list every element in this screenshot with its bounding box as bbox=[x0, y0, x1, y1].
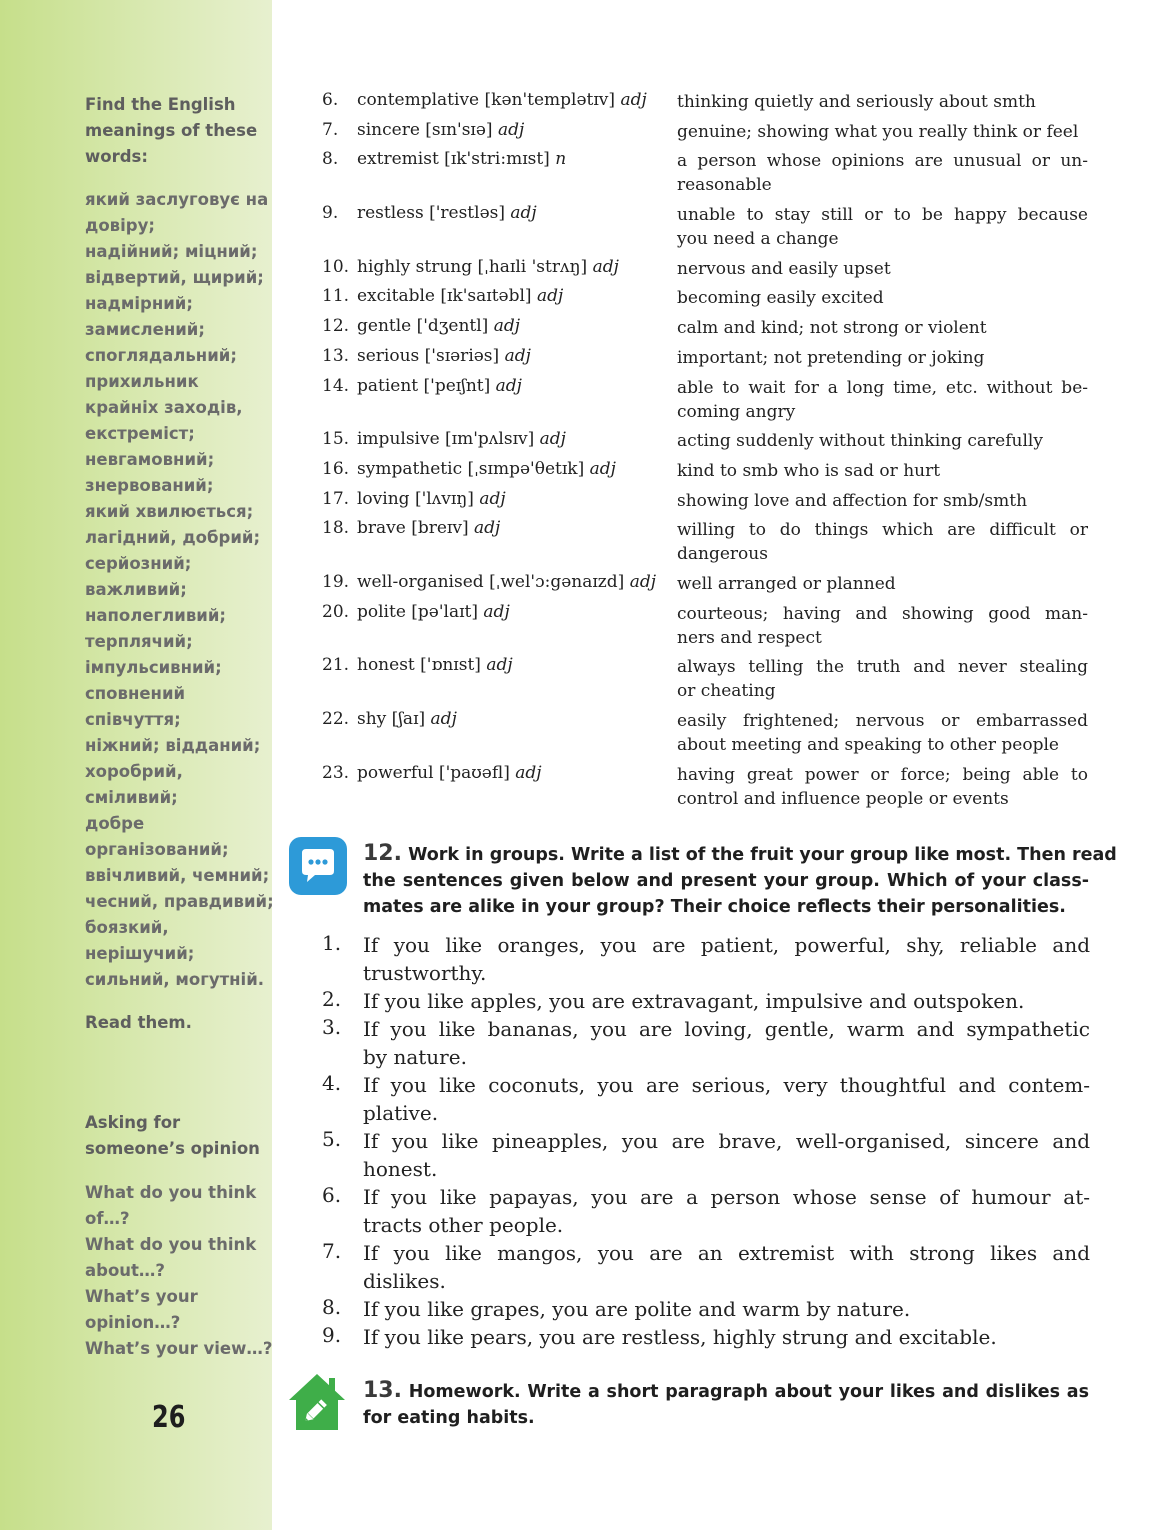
vocab-row bbox=[322, 376, 1092, 430]
task-text: Work in groups. Write a list of the fruit your group like most. Then read bbox=[408, 845, 1117, 865]
definition-line: or cheating bbox=[677, 681, 776, 702]
vocab-part-of-speech: adj bbox=[486, 655, 513, 676]
vocab-headword: restless ['restləs] bbox=[357, 203, 505, 224]
ukrainian-word: відвертий, щирий; bbox=[85, 268, 264, 287]
read-them-label: Read them. bbox=[85, 1013, 192, 1032]
ukrainian-word: ввічливий, чемний; bbox=[85, 866, 270, 885]
vocab-number: 10. bbox=[322, 256, 350, 277]
vocab-row bbox=[322, 257, 1092, 287]
vocab-part-of-speech: adj bbox=[430, 709, 457, 729]
vocab-definition bbox=[677, 257, 1088, 281]
list-item-number: 2. bbox=[322, 987, 342, 1011]
definition-line: willing to do things which are difficult or bbox=[677, 520, 1088, 541]
vocab-part-of-speech: adj bbox=[515, 762, 542, 783]
list-item-number: 9. bbox=[322, 1323, 342, 1347]
list-item-line: If you like oranges, you are patient, powerful, shy, reliable and bbox=[363, 933, 1090, 957]
ukrainian-word: сильний, могутній. bbox=[85, 970, 265, 989]
vocab-word bbox=[357, 203, 537, 223]
vocab-part-of-speech: adj bbox=[539, 429, 566, 450]
task-line bbox=[363, 1378, 1089, 1405]
vocab-row bbox=[322, 489, 1092, 519]
vocab-definition bbox=[677, 518, 1088, 566]
opinion-heading bbox=[85, 1110, 265, 1162]
vocab-row bbox=[322, 602, 1092, 656]
vocab-number: 14. bbox=[322, 375, 350, 396]
list-item bbox=[322, 1071, 1090, 1127]
ukrainian-word: лагідний, добрий; bbox=[85, 528, 261, 547]
vocab-headword: highly strung [ˌhaɪli 'strʌŋ] bbox=[357, 256, 588, 277]
vocab-headword: loving ['lʌvɪŋ] bbox=[357, 488, 474, 509]
definition-line: nervous and easily upset bbox=[677, 258, 891, 279]
vocab-headword: impulsive [ɪm'pʌlsɪv] bbox=[357, 429, 535, 450]
ukrainian-word: серйозний; bbox=[85, 554, 192, 573]
ukrainian-word: екстреміст; bbox=[85, 424, 195, 443]
definition-line: a person whose opinions are unusual or un- bbox=[677, 151, 1088, 172]
definition-line: you need a change bbox=[677, 229, 839, 250]
vocab-number: 6. bbox=[322, 90, 339, 110]
definition-line: acting suddenly without thinking carefully bbox=[677, 431, 1043, 452]
vocab-heading-line: words: bbox=[85, 147, 148, 166]
ukrainian-word: терплячий; bbox=[85, 632, 193, 651]
vocab-number: 23. bbox=[322, 762, 350, 783]
list-item-text bbox=[363, 1323, 1090, 1351]
vocab-number: 15. bbox=[322, 429, 350, 450]
vocab-number: 7. bbox=[322, 119, 339, 140]
vocab-word bbox=[357, 763, 542, 783]
opinion-phrase-list bbox=[85, 1180, 273, 1362]
list-item-text bbox=[363, 1239, 1090, 1295]
vocab-number: 16. bbox=[322, 458, 350, 479]
vocab-word bbox=[357, 602, 510, 622]
page-number: 26 bbox=[152, 1400, 186, 1435]
list-item-line: If you like grapes, you are polite and warm by nature. bbox=[363, 1297, 911, 1321]
list-item bbox=[322, 1127, 1090, 1183]
vocab-headword: polite [pə'laɪt] bbox=[357, 601, 479, 622]
definition-line: well arranged or planned bbox=[677, 573, 896, 594]
list-item-line: If you like bananas, you are loving, gentle, warm and sympathetic bbox=[363, 1017, 1090, 1041]
vocab-part-of-speech: adj bbox=[629, 571, 656, 592]
vocab-definition bbox=[677, 376, 1088, 424]
task-line: for eating habits. bbox=[363, 1408, 535, 1428]
list-item bbox=[322, 1295, 1090, 1323]
list-item-line: trustworthy. bbox=[363, 961, 487, 985]
vocab-headword: excitable [ɪk'saɪtəbl] bbox=[357, 286, 532, 307]
ukrainian-word: прихильник bbox=[85, 372, 199, 391]
vocab-definition bbox=[677, 489, 1088, 513]
vocab-word bbox=[357, 376, 522, 396]
definition-line: reasonable bbox=[677, 175, 772, 196]
vocab-word bbox=[357, 572, 656, 592]
vocab-word bbox=[357, 257, 619, 277]
ukrainian-word: організований; bbox=[85, 840, 229, 859]
vocab-definition bbox=[677, 655, 1088, 703]
vocab-part-of-speech: adj bbox=[510, 203, 537, 224]
definition-line: able to wait for a long time, etc. without be- bbox=[677, 377, 1088, 398]
list-item-line: If you like pineapples, you are brave, well-organised, sincere and bbox=[363, 1129, 1090, 1153]
definition-line: about meeting and speaking to other people bbox=[677, 735, 1059, 755]
definition-line: showing love and affection for smb/smth bbox=[677, 490, 1028, 511]
opinion-heading-line: Asking for bbox=[85, 1113, 181, 1132]
vocab-word bbox=[357, 489, 506, 509]
opinion-phrase: What do you think bbox=[85, 1183, 257, 1202]
list-item bbox=[322, 1015, 1090, 1071]
opinion-phrase: What’s your bbox=[85, 1287, 198, 1306]
vocab-part-of-speech: adj bbox=[497, 119, 525, 140]
vocab-word bbox=[357, 120, 524, 140]
list-item-line: If you like apples, you are extravagant, impulsive and outspoken. bbox=[363, 989, 1025, 1013]
definition-line: having great power or force; being able to bbox=[677, 764, 1088, 785]
vocab-headword: serious ['sɪəriəs] bbox=[357, 345, 500, 366]
list-item-number: 1. bbox=[322, 931, 342, 955]
opinion-heading-line: someone’s opinion bbox=[85, 1139, 260, 1158]
vocab-headword: well-organised [ˌwel'ɔ:gənaɪzd] bbox=[357, 571, 625, 592]
definition-line: important; not pretending or joking bbox=[677, 347, 985, 368]
vocab-number: 8. bbox=[322, 149, 339, 170]
ukrainian-word: надійний; міцний; bbox=[85, 242, 258, 261]
vocab-row bbox=[322, 286, 1092, 316]
vocab-word bbox=[357, 149, 566, 169]
ukrainian-word: добре bbox=[85, 814, 145, 833]
task-line bbox=[363, 841, 1117, 868]
ukrainian-word-list bbox=[85, 187, 274, 993]
vocab-headword: sympathetic [ˌsɪmpə'θetɪk] bbox=[357, 458, 585, 479]
vocab-part-of-speech: adj bbox=[495, 375, 522, 396]
ukrainian-word: наполегливий; bbox=[85, 606, 226, 625]
vocab-definition bbox=[677, 572, 1088, 596]
list-item bbox=[322, 1323, 1090, 1351]
vocab-number: 21. bbox=[322, 655, 350, 676]
list-item-line: plative. bbox=[363, 1101, 439, 1125]
vocab-headword: extremist [ɪk'stri:mɪst] bbox=[357, 149, 550, 170]
list-item-line: If you like papayas, you are a person whose sense of humour at- bbox=[363, 1185, 1090, 1209]
vocab-definition bbox=[677, 709, 1088, 757]
list-item-text bbox=[363, 1183, 1090, 1239]
definition-line: becoming easily excited bbox=[677, 288, 884, 309]
list-item-number: 7. bbox=[322, 1239, 342, 1263]
vocab-headword: honest ['ɒnɪst] bbox=[357, 655, 481, 676]
list-item-line: If you like pears, you are restless, highly strung and excitable. bbox=[363, 1325, 997, 1349]
list-item-line: by nature. bbox=[363, 1045, 467, 1069]
vocab-heading-line: Find the English bbox=[85, 95, 236, 114]
vocab-definition bbox=[677, 149, 1088, 197]
vocab-row bbox=[322, 459, 1092, 489]
vocab-number: 11. bbox=[322, 286, 350, 307]
vocab-definition bbox=[677, 286, 1088, 310]
vocab-number: 12. bbox=[322, 316, 350, 337]
vocab-row bbox=[322, 316, 1092, 346]
vocab-heading-line: meanings of these bbox=[85, 121, 258, 140]
ukrainian-word: невгамовний; bbox=[85, 450, 215, 469]
vocab-headword: powerful ['paʊəfl] bbox=[357, 762, 510, 783]
vocabulary-list bbox=[322, 90, 1092, 816]
ukrainian-word: нерішучий; bbox=[85, 944, 195, 963]
vocab-word bbox=[357, 429, 566, 449]
list-item-line: dislikes. bbox=[363, 1269, 446, 1293]
ukrainian-word: сповнений bbox=[85, 684, 186, 703]
ukrainian-word: знервований; bbox=[85, 476, 214, 495]
task-line: mates are alike in your group? Their choice reflects their personalities. bbox=[363, 897, 1066, 917]
vocab-headword: patient ['peɪʃnt] bbox=[357, 375, 491, 396]
vocab-part-of-speech: adj bbox=[479, 488, 506, 509]
ukrainian-word: крайніх заходів, bbox=[85, 398, 243, 417]
vocab-definition bbox=[677, 459, 1088, 483]
ukrainian-word: замислений; bbox=[85, 320, 205, 339]
vocab-definition bbox=[677, 90, 1088, 114]
vocab-headword: sincere [sɪn'sɪə] bbox=[357, 119, 493, 140]
vocab-row bbox=[322, 518, 1092, 572]
definition-line: control and influence people or events bbox=[677, 788, 1009, 809]
vocab-part-of-speech: adj bbox=[592, 256, 619, 277]
list-item bbox=[322, 1239, 1090, 1295]
list-item-number: 4. bbox=[322, 1071, 342, 1095]
vocab-headword: shy [ʃaɪ] bbox=[357, 709, 426, 729]
vocab-number: 13. bbox=[322, 345, 350, 366]
ukrainian-word: сміливий; bbox=[85, 788, 178, 807]
opinion-phrase: opinion…? bbox=[85, 1313, 181, 1332]
vocab-row bbox=[322, 149, 1092, 203]
list-item bbox=[322, 1183, 1090, 1239]
vocab-definition bbox=[677, 346, 1088, 370]
list-item-line: tracts other people. bbox=[363, 1213, 564, 1237]
vocab-number: 20. bbox=[322, 601, 350, 622]
vocab-number: 17. bbox=[322, 488, 350, 509]
opinion-phrase: about…? bbox=[85, 1261, 165, 1280]
vocab-heading bbox=[85, 92, 265, 170]
vocab-word bbox=[357, 316, 520, 336]
vocab-row bbox=[322, 120, 1092, 150]
vocab-row bbox=[322, 655, 1092, 709]
ukrainian-word: імпульсивний; bbox=[85, 658, 222, 677]
vocab-part-of-speech: n bbox=[555, 149, 567, 170]
vocab-word bbox=[357, 346, 531, 366]
opinion-phrase: of…? bbox=[85, 1209, 130, 1228]
list-item bbox=[322, 987, 1090, 1015]
opinion-phrase: What do you think bbox=[85, 1235, 257, 1254]
list-item-text bbox=[363, 1295, 1090, 1323]
ukrainian-word: співчуття; bbox=[85, 710, 181, 729]
task-number: 13. bbox=[363, 1378, 402, 1403]
vocab-word bbox=[357, 286, 563, 306]
vocab-row bbox=[322, 572, 1092, 602]
task-line: the sentences given below and present your group. Which of your class- bbox=[363, 871, 1089, 891]
vocab-definition bbox=[677, 763, 1088, 811]
ukrainian-word: який заслуговує на bbox=[85, 190, 269, 209]
definition-line: coming angry bbox=[677, 401, 796, 422]
vocab-row bbox=[322, 763, 1092, 817]
vocab-number: 18. bbox=[322, 518, 350, 539]
list-item-text bbox=[363, 1127, 1090, 1183]
definition-line: genuine; showing what you really think or feel bbox=[677, 121, 1079, 142]
vocab-word bbox=[357, 709, 457, 729]
vocab-word bbox=[357, 655, 513, 675]
vocab-headword: contemplative [kən'templətɪv] bbox=[357, 90, 616, 110]
list-item-text bbox=[363, 1071, 1090, 1127]
vocab-word bbox=[357, 90, 647, 110]
definition-line: unable to stay still or to be happy because bbox=[677, 205, 1088, 226]
ukrainian-word: хоробрий, bbox=[85, 762, 183, 781]
vocab-row bbox=[322, 203, 1092, 257]
vocab-part-of-speech: adj bbox=[504, 345, 531, 366]
task-number: 12. bbox=[363, 841, 402, 866]
vocab-row bbox=[322, 346, 1092, 376]
ukrainian-word: довіру; bbox=[85, 216, 155, 235]
vocab-part-of-speech: adj bbox=[536, 286, 564, 307]
definition-line: dangerous bbox=[677, 544, 768, 565]
vocab-definition bbox=[677, 203, 1088, 251]
task-13-homework bbox=[363, 1378, 1089, 1431]
definition-line: calm and kind; not strong or violent bbox=[677, 318, 987, 339]
vocab-row bbox=[322, 709, 1092, 763]
list-item-text bbox=[363, 931, 1090, 987]
vocab-headword: brave [breɪv] bbox=[357, 518, 469, 539]
definition-line: ners and respect bbox=[677, 627, 822, 648]
list-item-line: If you like mangos, you are an extremist with strong likes and bbox=[363, 1241, 1090, 1265]
vocab-part-of-speech: adj bbox=[493, 316, 521, 337]
vocab-part-of-speech: adj bbox=[589, 458, 616, 479]
vocab-row bbox=[322, 90, 1092, 120]
definition-line: easily frightened; nervous or embarrassed bbox=[677, 711, 1088, 731]
fruit-personality-list bbox=[322, 931, 1090, 1351]
vocab-row bbox=[322, 429, 1092, 459]
vocab-definition bbox=[677, 316, 1088, 340]
vocab-definition bbox=[677, 429, 1088, 453]
ukrainian-word: ніжний; відданий; bbox=[85, 736, 261, 755]
vocab-word bbox=[357, 459, 616, 479]
list-item-number: 8. bbox=[322, 1295, 342, 1319]
vocab-number: 19. bbox=[322, 571, 350, 592]
ukrainian-word: чесний, правдивий; bbox=[85, 892, 274, 911]
vocab-number: 9. bbox=[322, 203, 339, 224]
definition-line: thinking quietly and seriously about smth bbox=[677, 92, 1036, 112]
list-item-number: 6. bbox=[322, 1183, 342, 1207]
ukrainian-word: надмірний; bbox=[85, 294, 193, 313]
ukrainian-word: боязкий, bbox=[85, 918, 169, 937]
definition-line: courteous; having and showing good man- bbox=[677, 603, 1088, 624]
vocab-part-of-speech: adj bbox=[620, 90, 647, 110]
vocab-word bbox=[357, 518, 500, 538]
ukrainian-word: важливий; bbox=[85, 580, 187, 599]
vocab-definition bbox=[677, 602, 1088, 650]
vocab-definition bbox=[677, 120, 1088, 144]
speech-bubble-icon bbox=[289, 837, 347, 895]
list-item-number: 3. bbox=[322, 1015, 342, 1039]
list-item-number: 5. bbox=[322, 1127, 342, 1151]
vocab-number: 22. bbox=[322, 709, 350, 729]
list-item-text bbox=[363, 987, 1090, 1015]
ukrainian-word: споглядальний; bbox=[85, 346, 237, 365]
vocab-part-of-speech: adj bbox=[483, 601, 510, 622]
opinion-phrase: What’s your view…? bbox=[85, 1339, 273, 1358]
task-text: Homework. Write a short paragraph about your likes and dislikes as bbox=[408, 1382, 1090, 1402]
list-item-line: honest. bbox=[363, 1157, 438, 1181]
definition-line: always telling the truth and never stealing bbox=[677, 657, 1088, 678]
vocab-part-of-speech: adj bbox=[474, 518, 501, 539]
list-item bbox=[322, 931, 1090, 987]
list-item-text bbox=[363, 1015, 1090, 1071]
vocab-headword: gentle ['dʒentl] bbox=[357, 316, 489, 337]
house-pencil-icon bbox=[287, 1372, 347, 1432]
definition-line: kind to smb who is sad or hurt bbox=[677, 460, 941, 481]
task-12-instructions bbox=[363, 841, 1117, 920]
list-item-line: If you like coconuts, you are serious, very thoughtful and contem- bbox=[363, 1073, 1090, 1097]
ukrainian-word: який хвилюється; bbox=[85, 502, 254, 521]
